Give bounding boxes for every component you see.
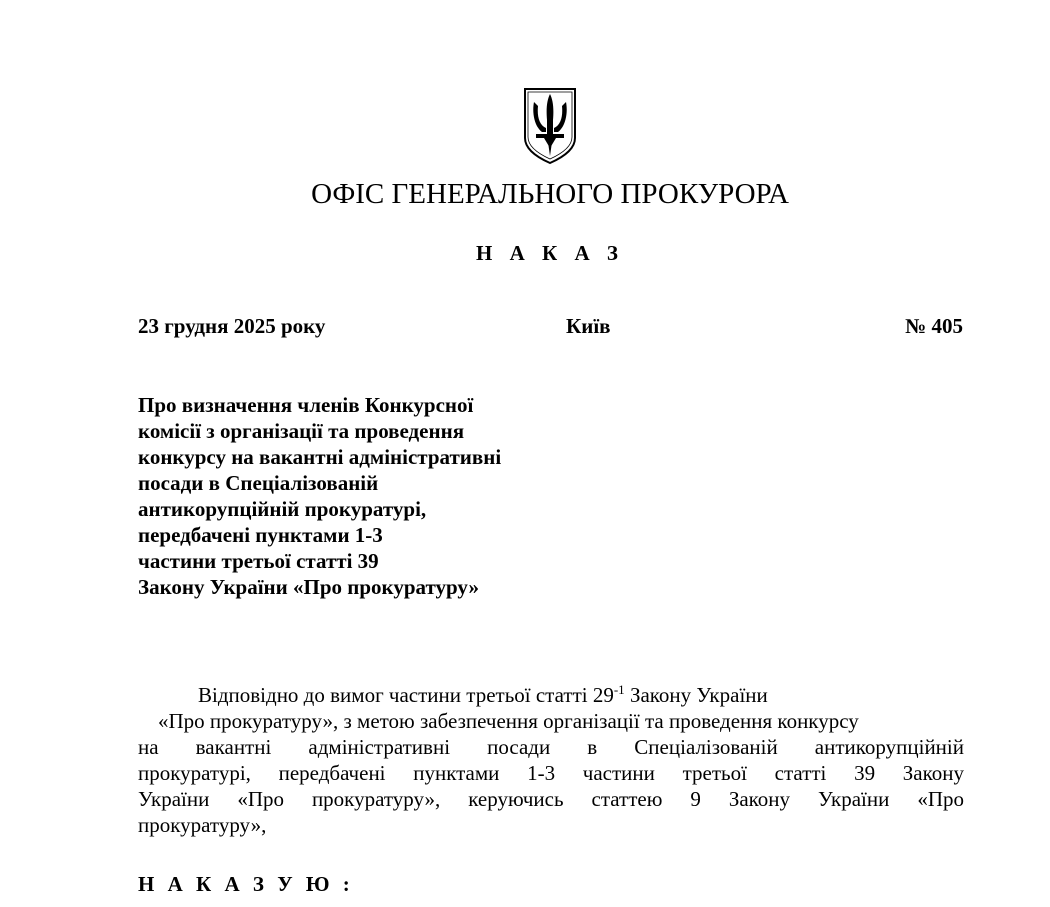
document-city: Київ [566,314,611,338]
body-line: прокуратурі, передбачені пунктами 1-3 частини третьої статті 39 Закону [138,761,964,785]
trident-emblem-icon [522,86,578,166]
subject-line: частини третьої статті 39 [138,549,379,573]
document-type-heading: Н А К А З [476,241,624,265]
body-line: на вакантні адміністративні посади в Спеціалізованій антикорупційній [138,735,964,759]
body-text: Відповідно до вимог частини третьої статті 29 [198,683,614,707]
body-line: України «Про прокуратуру», керуючись статтею 9 Закону України «Про [138,787,964,811]
subject-line: конкурсу на вакантні адміністративні [138,445,502,469]
subject-line: посади в Спеціалізованій [138,471,379,495]
document-date: 23 грудня 2025 року [138,314,326,338]
subject-line: передбачені пунктами 1-3 [138,523,383,547]
subject-line: комісії з організації та проведення [138,419,465,443]
subject-line: антикорупційній прокуратурі, [138,497,427,521]
command-heading: Н А К А З У Ю : [138,872,354,896]
office-title: ОФІС ГЕНЕРАЛЬНОГО ПРОКУРОРА [311,178,789,210]
body-line: «Про прокуратуру», з метою забезпечення організації та проведення конкурсу [158,709,859,733]
body-line: прокуратуру», [138,813,267,837]
body-line [138,682,964,708]
document-number: № 405 [905,314,963,338]
subject-line: Закону України «Про прокуратуру» [138,575,479,599]
body-text: Закону України [624,683,768,707]
document-body [138,682,964,838]
document-subject [138,392,568,600]
article-superscript: -1 [613,682,625,697]
subject-line: Про визначення членів Конкурсної [138,393,474,417]
